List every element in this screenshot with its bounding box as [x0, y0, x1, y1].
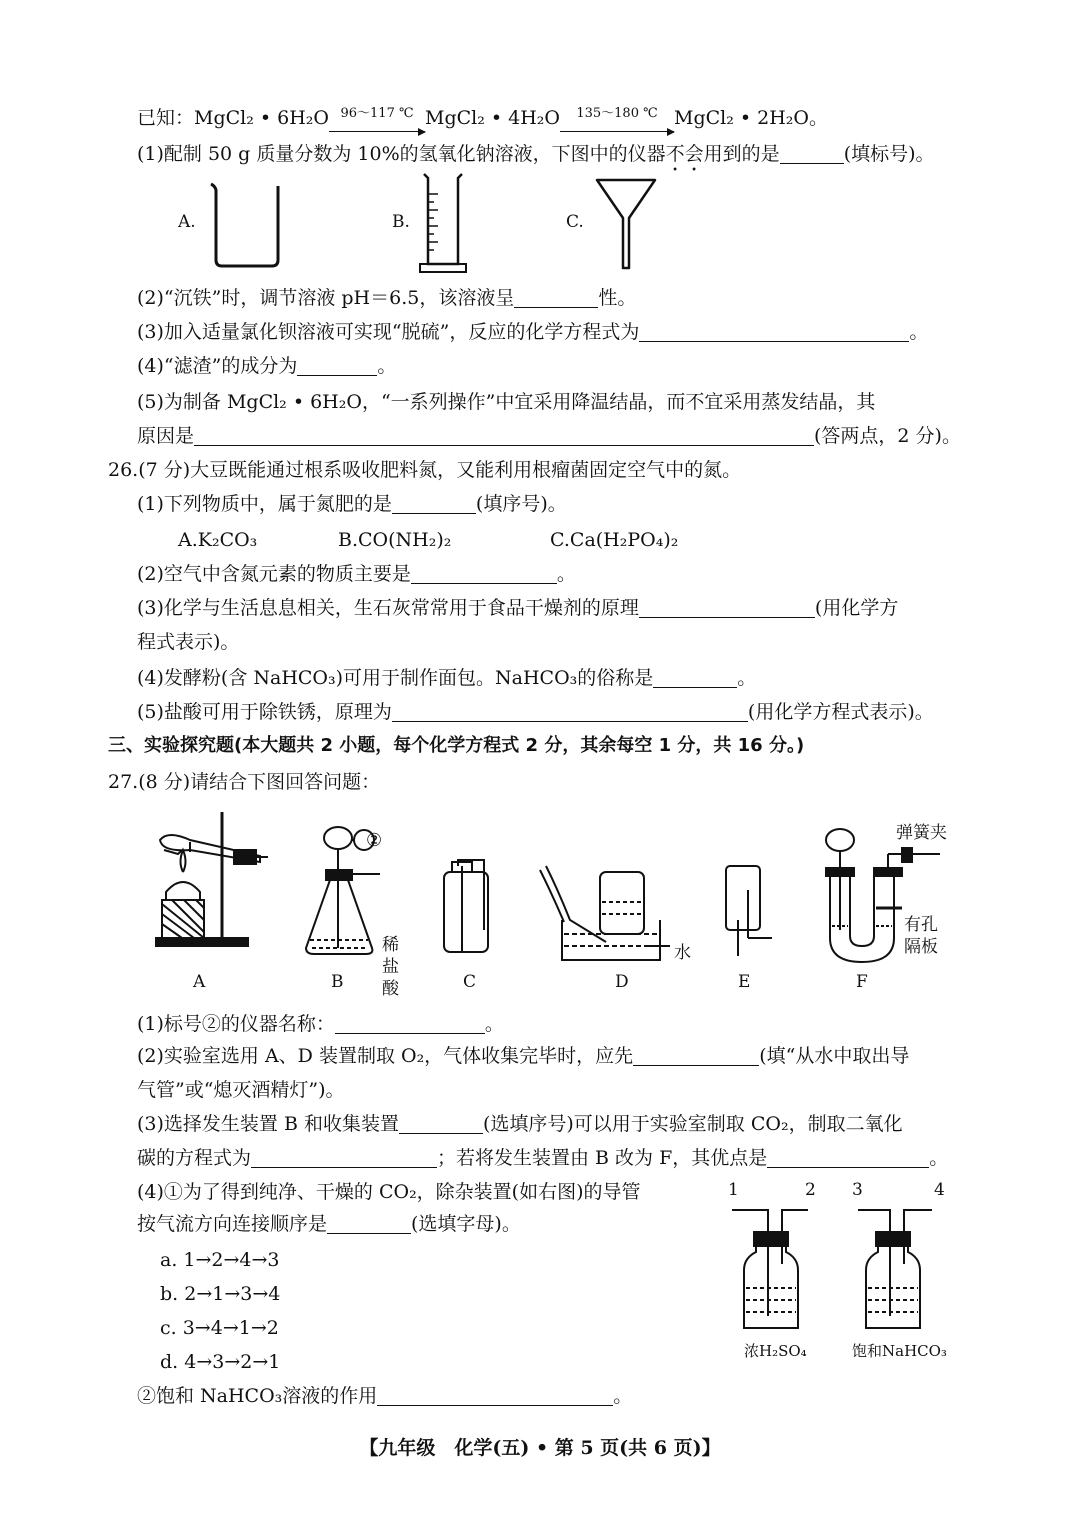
- answer-blank[interactable]: [633, 1045, 759, 1066]
- q25-5-tail: (答两点，2 分)。: [814, 425, 961, 447]
- q25-1-text: (1)配制 50 g 质量分数为 10%的氢氧化钠溶液，下图中的仪器: [137, 143, 666, 165]
- answer-blank[interactable]: [514, 287, 598, 308]
- q25-3-tail: 。: [909, 321, 929, 343]
- acid-label-1: 稀: [382, 935, 399, 955]
- q26-1-tail: (填序号)。: [475, 493, 567, 515]
- q26-2-text: (2)空气中含氮元素的物质主要是: [137, 563, 411, 585]
- q26-title: 26.(7 分)大豆既能通过根系吸收肥料氮，又能利用根瘤菌固定空气中的氮。: [108, 459, 742, 481]
- figure-label-a: A: [193, 972, 206, 992]
- q25-5b: [137, 422, 961, 450]
- q26-3a: [137, 594, 898, 622]
- q27-3-tail: 。: [929, 1147, 949, 1169]
- q25-2-text: (2)“沉铁”时，调节溶液 pH＝6.5，该溶液呈: [137, 287, 515, 309]
- q25-2-tail: 性。: [598, 287, 637, 309]
- port-number-1: 1: [728, 1180, 739, 1200]
- known-mid: MgCl₂ • 4H₂O: [425, 107, 560, 129]
- q26-5-text: (5)盐酸可用于除铁锈，原理为: [137, 701, 392, 723]
- washing-bottles-icon: [726, 1204, 956, 1334]
- q25-1-emphasis: 不会: [665, 143, 704, 165]
- acid-label-2: 盐: [382, 957, 399, 977]
- q27-option-c: c. 3→4→1→2: [160, 1317, 279, 1339]
- q27-option-a: a. 1→2→4→3: [160, 1249, 280, 1271]
- q26-3-text: (3)化学与生活息息相关，生石灰常常用于食品干燥剂的原理: [137, 597, 639, 619]
- funnel-icon: [595, 178, 657, 272]
- condition-1: 96～117 ℃: [340, 106, 414, 121]
- known-prefix: 已知：MgCl₂ • 6H₂O: [137, 107, 329, 129]
- q25-3-text: (3)加入适量氯化钡溶液可实现“脱硫”，反应的化学方程式为: [137, 321, 640, 343]
- apparatus-e-icon: [726, 866, 772, 956]
- option-c-label: C.: [566, 212, 584, 232]
- thistle-funnel-number: ②: [366, 830, 383, 851]
- q27-4c: [137, 1382, 632, 1410]
- port-number-4: 4: [934, 1180, 945, 1200]
- q27-3-text-b: 碳的方程式为: [137, 1147, 252, 1169]
- figure-label-e: E: [738, 972, 751, 992]
- q25-5a: [137, 388, 875, 416]
- q26-4-text: (4)发酵粉(含 NaHCO₃)可用于制作面包。NaHCO₃的俗称是: [137, 667, 654, 689]
- graduated-cylinder-icon: [418, 172, 468, 276]
- port-number-2: 2: [805, 1180, 816, 1200]
- q27-2-tail: (填“从水中取出导: [759, 1045, 910, 1067]
- q27-4b: [137, 1210, 521, 1238]
- q27-3-text: (3)选择发生装置 B 和收集装置: [137, 1113, 399, 1135]
- q27-2a: [137, 1042, 909, 1070]
- answer-blank[interactable]: [327, 1213, 411, 1234]
- answer-blank[interactable]: [377, 1385, 613, 1406]
- bottle-label-left: 浓H₂SO₄: [744, 1342, 807, 1360]
- q27-3-text-mid: (选填序号)可以用于实验室制取 CO₂，制取二氧化: [482, 1113, 903, 1135]
- q26-option-b: B.CO(NH₂)₂: [338, 529, 452, 551]
- answer-blank[interactable]: [780, 143, 844, 164]
- answer-blank[interactable]: [297, 355, 377, 376]
- figure-label-f: F: [856, 972, 868, 992]
- known-reaction: [137, 104, 828, 132]
- acid-label-3: 酸: [382, 979, 399, 999]
- apparatus-c-icon: [444, 860, 488, 952]
- q25-5-text-b: 原因是: [137, 425, 195, 447]
- q27-4-text-b: 按气流方向连接顺序是: [137, 1213, 328, 1235]
- q25-1: [137, 140, 935, 176]
- answer-blank[interactable]: [653, 667, 737, 688]
- reaction-arrow-2: [560, 107, 674, 132]
- q26-option-a: A.K₂CO₃: [178, 529, 258, 551]
- q27-title: 27.(8 分)请结合下图回答问题：: [108, 771, 381, 793]
- q27-3a: [137, 1110, 903, 1138]
- q27-3-text-b-mid: ；若将发生装置由 B 改为 F，其优点是: [437, 1147, 768, 1169]
- port-number-3: 3: [852, 1180, 863, 1200]
- q26-2-tail: 。: [556, 563, 576, 585]
- q26-option-c: C.Ca(H₂PO₄)₂: [550, 529, 679, 551]
- q26-5-tail: (用化学方程式表示)。: [747, 701, 934, 723]
- answer-blank[interactable]: [639, 597, 815, 618]
- q27-4a: (4)①为了得到纯净、干燥的 CO₂，除杂装置(如右图)的导管: [137, 1181, 641, 1203]
- answer-blank[interactable]: [399, 1113, 483, 1134]
- q27-1-tail: 。: [484, 1013, 504, 1035]
- perforated-plate-label-1: 有孔: [904, 915, 938, 935]
- q27-option-b: b. 2→1→3→4: [160, 1283, 281, 1305]
- q27-2-text: (2)实验室选用 A、D 装置制取 O₂，气体收集完毕时，应先: [137, 1045, 634, 1067]
- figure-label-c: C: [463, 972, 477, 992]
- answer-blank[interactable]: [639, 321, 909, 342]
- q26-4-tail: 。: [737, 667, 757, 689]
- q25-2: [137, 284, 636, 312]
- q27-1-text: (1)标号②的仪器名称：: [137, 1013, 335, 1035]
- q26-2: [137, 560, 576, 588]
- q25-3: [137, 318, 928, 346]
- q26-5: [137, 698, 934, 726]
- answer-blank[interactable]: [251, 1147, 437, 1168]
- figure-label-d: D: [615, 972, 629, 992]
- q25-4: [137, 352, 396, 380]
- beaker-icon: [207, 180, 287, 270]
- option-a-label: A.: [178, 212, 196, 232]
- reaction-arrow-1: [329, 107, 425, 132]
- q26-1-text: (1)下列物质中，属于氮肥的是: [137, 493, 392, 515]
- answer-blank[interactable]: [392, 493, 476, 514]
- option-b-label: B.: [392, 212, 410, 232]
- q27-3b: [137, 1144, 948, 1172]
- apparatus-figure: [150, 810, 970, 980]
- q27-option-d: d. 4→3→2→1: [160, 1351, 281, 1373]
- answer-blank[interactable]: [335, 1013, 485, 1034]
- page-footer: 【九年级 化学(五) • 第 5 页(共 6 页)】: [359, 1437, 721, 1459]
- q26-3b: 程式表示)。: [137, 631, 240, 653]
- q25-5-text: (5)为制备 MgCl₂ • 6H₂O，“一系列操作”中宜采用降温结晶，而不宜采用蒸发结晶，其: [137, 391, 876, 413]
- answer-blank[interactable]: [392, 701, 748, 722]
- q27-2b: 气管”或“熄灭酒精灯”)。: [137, 1079, 345, 1101]
- q27-1: [137, 1010, 504, 1038]
- condition-2: 135～180 ℃: [576, 106, 658, 121]
- apparatus-d-icon: [540, 866, 670, 960]
- q25-4-text: (4)“滤渣”的成分为: [137, 355, 298, 377]
- q25-1-text-b: 用到的是: [703, 143, 780, 165]
- section-3-heading: 三、实验探究题(本大题共 2 小题，每个化学方程式 2 分，其余每空 1 分，共 16 分。): [108, 735, 805, 756]
- q27-4-tail: (选填字母)。: [411, 1213, 521, 1235]
- known-end: MgCl₂ • 2H₂O。: [674, 107, 828, 129]
- q26-3-tail: (用化学方: [814, 597, 899, 619]
- perforated-plate-label-2: 隔板: [904, 937, 938, 957]
- answer-blank[interactable]: [194, 425, 814, 446]
- spring-clip-label: 弹簧夹: [896, 823, 947, 843]
- q25-4-tail: 。: [377, 355, 397, 377]
- q26-4: [137, 664, 756, 692]
- water-label: 水: [674, 943, 691, 963]
- q27-4-text-c: ②饱和 NaHCO₃溶液的作用: [137, 1385, 378, 1407]
- answer-blank[interactable]: [767, 1147, 929, 1168]
- bottle-label-right: 饱和NaHCO₃: [852, 1342, 947, 1360]
- q26-1: [137, 490, 567, 518]
- figure-label-b: B: [331, 972, 344, 992]
- apparatus-a-icon: [156, 812, 268, 946]
- q25-1-tail: (填标号)。: [843, 143, 935, 165]
- q27-4-tail-c: 。: [613, 1385, 633, 1407]
- answer-blank[interactable]: [411, 563, 557, 584]
